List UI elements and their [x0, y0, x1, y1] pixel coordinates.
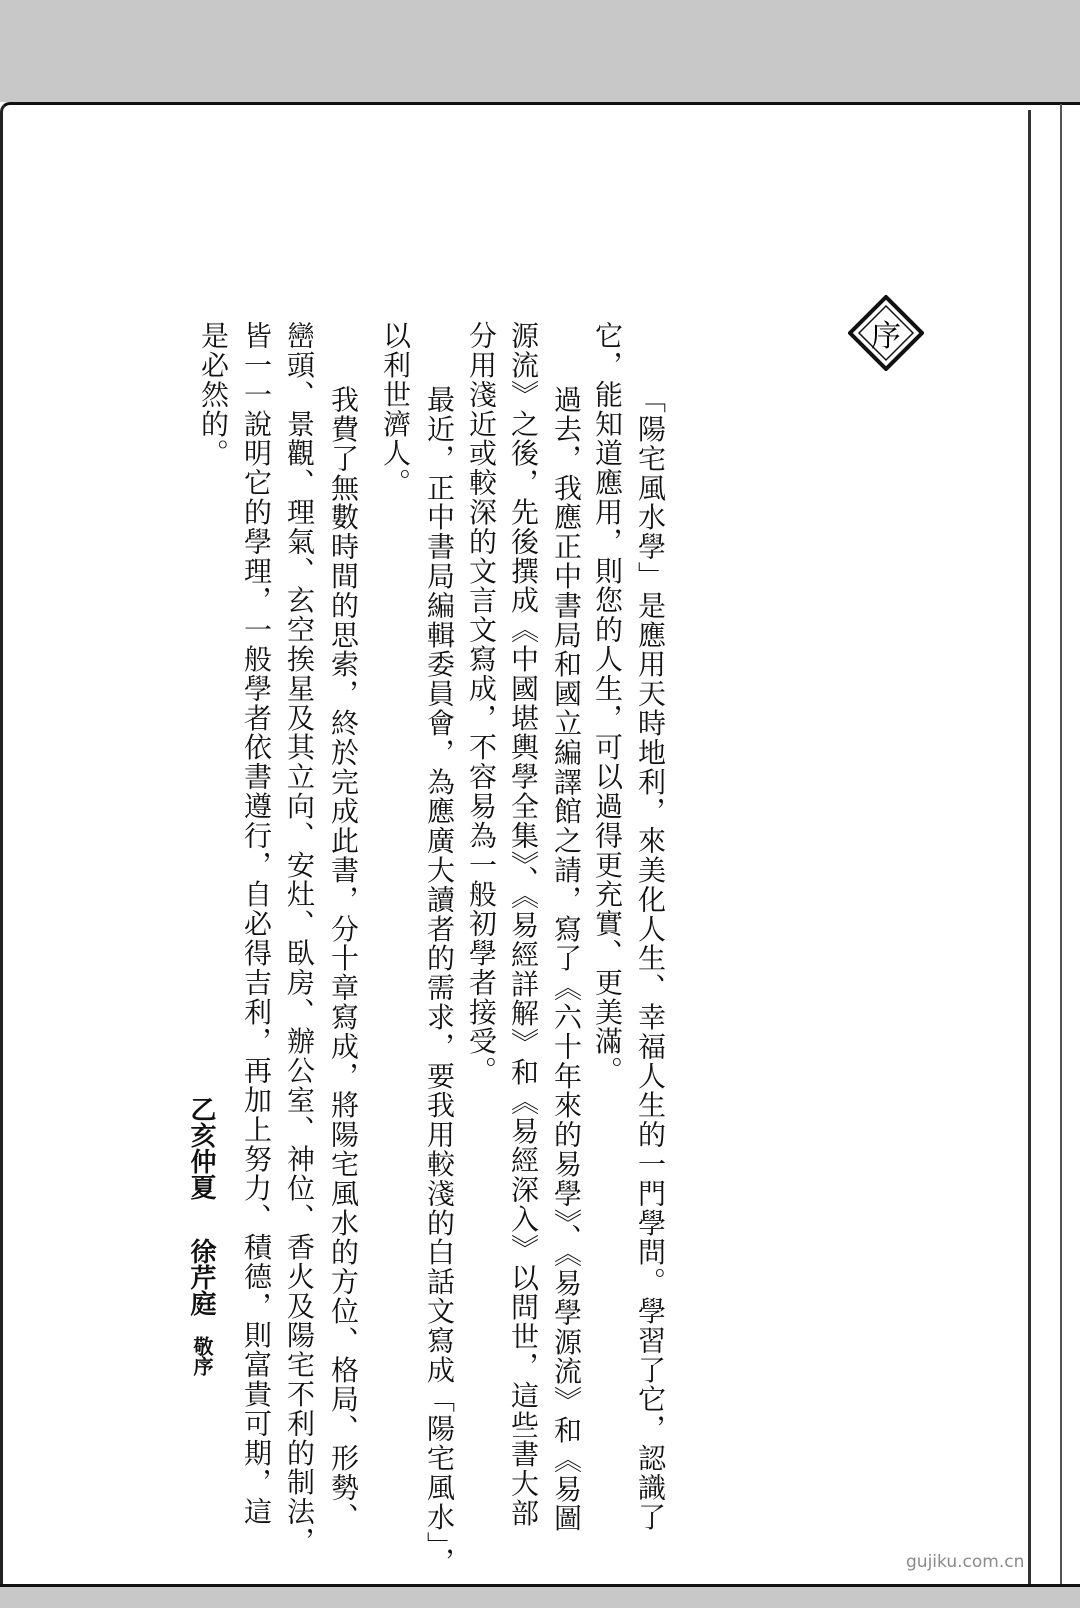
text-column: 以利世濟人。	[379, 321, 412, 498]
signature-suffix: 敬序	[190, 1336, 214, 1376]
watermark: gujiku.com.cn	[906, 1552, 1025, 1572]
text-column: 過去，我應正中書局和國立編譯館之請，寫了《六十年來的易學》、《易學源流》和《易圖	[550, 385, 583, 1533]
text-column: 巒頭、景觀、理氣、玄空挨星及其立向、安灶、臥房、辦公室、神位、香火及陽宅不利的制法，	[283, 321, 316, 1556]
viewer-bottom-bar	[0, 1584, 1080, 1608]
text-column: 「陽宅風水學」是應用天時地利，來美化人生、幸福人生的一門學問。學習了它，認識了	[634, 385, 667, 1532]
text-column: 它，能知道應用，則您的人生，可以過得更充實、更美滿。	[591, 321, 624, 1086]
viewer-top-bar	[0, 0, 1080, 102]
page-binding-edge	[1060, 104, 1062, 1584]
signature-author: 徐芹庭	[186, 1238, 216, 1316]
text-column: 源流》之後，先後撰成《中國堪輿學全集》、《易經詳解》和《易經深入》以問世，這些書大部	[507, 321, 540, 1528]
text-column: 我費了無數時間的思索，終於完成此書，分十章寫成，將陽宅風水的方位、格局、形勢、	[327, 385, 360, 1532]
text-column: 分用淺近或較深的文言文寫成，不容易為一般初學者接受。	[465, 321, 498, 1086]
text-column: 皆一一說明它的學理，一般學者依書遵行，自必得吉利，再加上努力、積德，則富貴可期，這	[240, 321, 273, 1527]
text-column: 是必然的。	[197, 321, 230, 468]
page-right-edge	[1028, 110, 1031, 1584]
page-heading: 序	[871, 319, 901, 354]
text-column: 最近，正中書局編輯委員會，為應廣大讀者的需求，要我用較淺的白話文寫成「陽宅風水」，	[423, 385, 456, 1577]
signature-date: 乙亥仲夏	[186, 1096, 216, 1200]
